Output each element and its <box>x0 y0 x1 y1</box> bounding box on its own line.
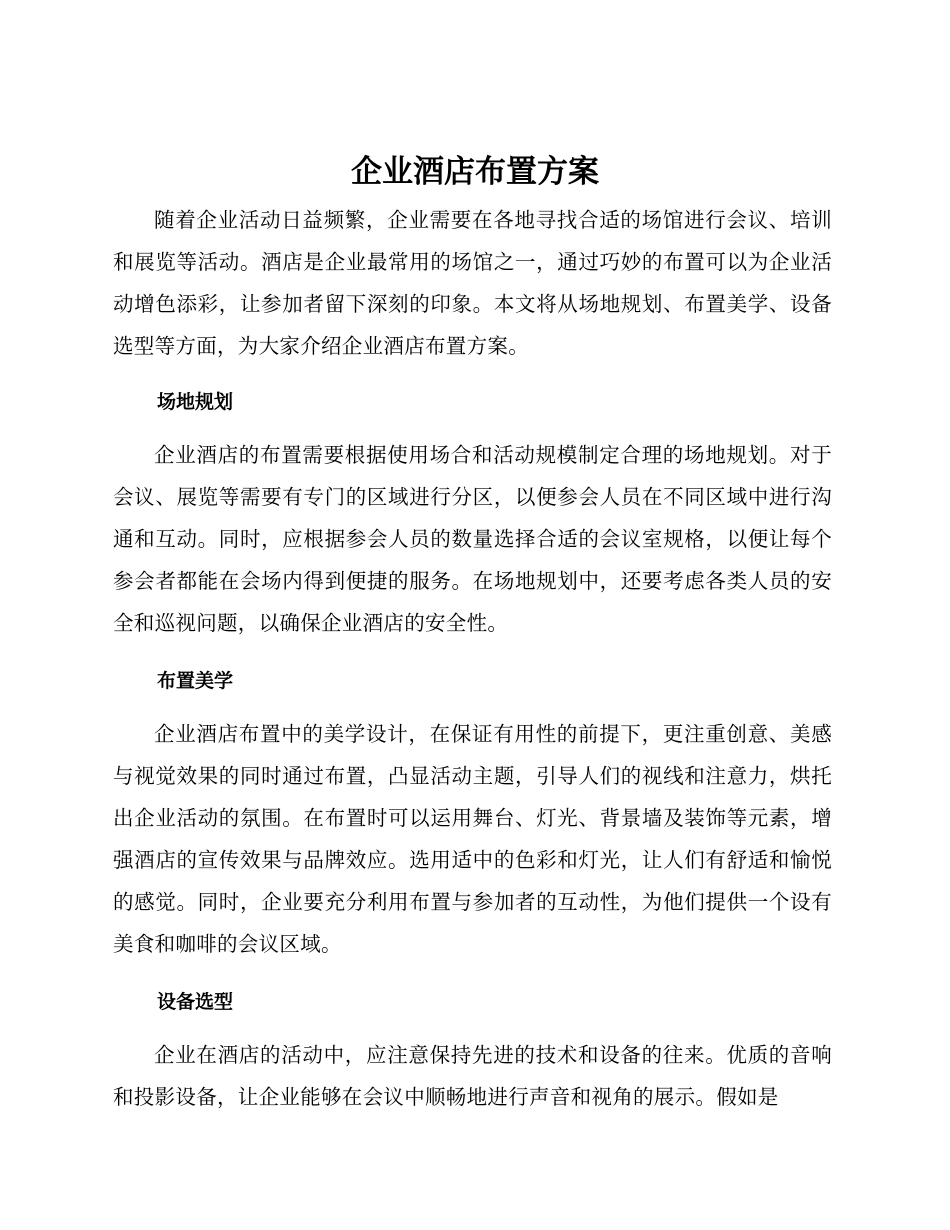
section-body-decor-aesthetics-block <box>113 713 832 965</box>
section-body-decor-aesthetics: 企业酒店布置中的美学设计，在保证有用性的前提下，更注重创意、美感与视觉效果的同时通过布置，凸显活动主题，引导人们的视线和注意力，烘托出企业活动的氛围。在布置时可以运用舞台、灯光、背景墙及装饰等元素，增强酒店的宣传效果与品牌效应。选用适中的色彩和灯光，让人们有舒适和愉悦的感觉。同时，企业要充分利用布置与参加者的互动性，为他们提供一个设有美食和咖啡的会议区域。 <box>113 722 832 956</box>
section-body-equipment-selection: 企业在酒店的活动中，应注意保持先进的技术和设备的往来。优质的音响和投影设备，让企业能够在会议中顺畅地进行声音和视角的展示。假如是 <box>113 1043 832 1109</box>
intro-paragraph: 随着企业活动日益频繁，企业需要在各地寻找合适的场馆进行会议、培训和展览等活动。酒店是企业最常用的场馆之一，通过巧妙的布置可以为企业活动增色添彩，让参加者留下深刻的印象。本文将从场地规划、布置美学、设备选型等方面，为大家介绍企业酒店布置方案。 <box>113 208 832 358</box>
document-title: 企业酒店布置方案 <box>351 154 599 190</box>
intro-paragraph-block <box>113 199 832 367</box>
section-heading-equipment-selection: 设备选型 <box>157 991 234 1013</box>
section-heading-decor-aesthetics: 布置美学 <box>157 670 234 692</box>
section-body-equipment-selection-block <box>113 1034 832 1118</box>
section-body-site-planning-block <box>113 434 832 644</box>
section-body-site-planning: 企业酒店的布置需要根据使用场合和活动规模制定合理的场地规划。对于会议、展览等需要有专门的区域进行分区，以便参会人员在不同区域中进行沟通和互动。同时，应根据参会人员的数量选择合适的会议室规格，以便让每个参会者都能在会场内得到便捷的服务。在场地规划中，还要考虑各类人员的安全和巡视问题，以确保企业酒店的安全性。 <box>113 443 832 635</box>
section-heading-site-planning: 场地规划 <box>157 391 234 413</box>
